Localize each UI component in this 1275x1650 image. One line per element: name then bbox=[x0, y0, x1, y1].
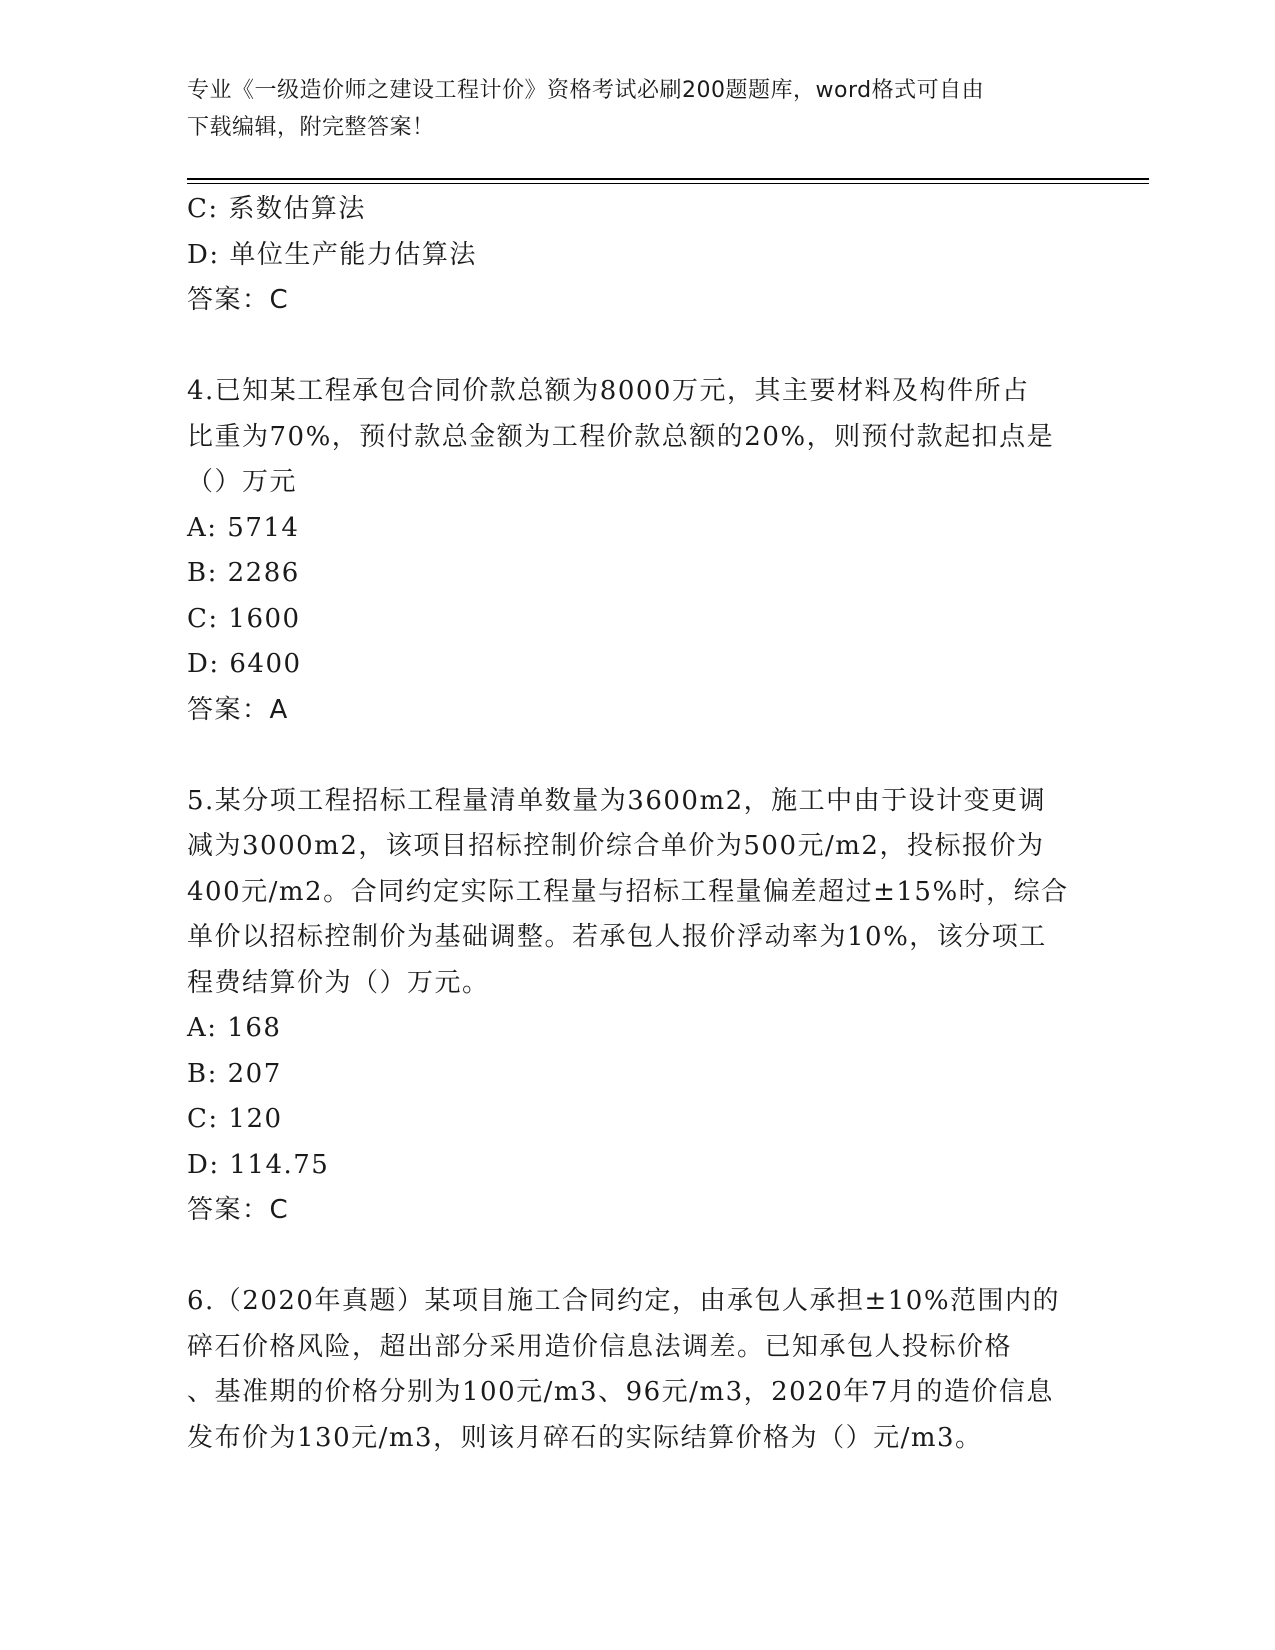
q6-stem-line: 、基准期的价格分别为100元/m3、96元/m3，2020年7月的造价信息 bbox=[187, 1377, 1054, 1407]
q5-stem-line: 程费结算价为（）万元。 bbox=[187, 967, 490, 998]
q6-stem-line: 6.（2020年真题）某项目施工合同约定，由承包人承担±10%范围内的 bbox=[187, 1286, 1061, 1316]
q4-stem-line: 4.已知某工程承包合同价款总额为8000万元，其主要材料及构件所占 bbox=[187, 376, 1030, 406]
question-6 bbox=[187, 1279, 1087, 1461]
question-3 bbox=[187, 187, 1087, 324]
q4-answer: 答案：A bbox=[187, 694, 289, 725]
header-rule-thin bbox=[187, 183, 1149, 184]
q5-stem-line: 减为3000m2，该项目招标控制价综合单价为500元/m2，投标报价为 bbox=[187, 831, 1045, 861]
q4-option-b: B: 2286 bbox=[187, 558, 300, 588]
q4-option-a: A: 5714 bbox=[187, 512, 300, 543]
q5-answer: 答案：C bbox=[187, 1195, 290, 1225]
q5-option-c: C: 120 bbox=[187, 1104, 283, 1134]
q4-option-d: D: 6400 bbox=[187, 649, 302, 679]
spacer bbox=[187, 324, 1087, 370]
q6-stem-line: 发布价为130元/m3，则该月碎石的实际结算价格为（）元/m3。 bbox=[187, 1422, 983, 1453]
q3-option-c: C: 系数估算法 bbox=[187, 194, 366, 224]
spacer bbox=[187, 733, 1087, 779]
q5-option-d: D: 114.75 bbox=[187, 1149, 330, 1180]
q4-stem-line: （）万元 bbox=[187, 467, 298, 497]
document-header bbox=[187, 72, 1067, 146]
q6-stem-line: 碎石价格风险，超出部分采用造价信息法调差。已知承包人投标价格 bbox=[187, 1331, 1013, 1362]
q3-option-d: D: 单位生产能力估算法 bbox=[187, 239, 477, 270]
q5-stem-line: 400元/m2。合同约定实际工程量与招标工程量偏差超过±15%时，综合 bbox=[187, 876, 1069, 907]
question-4 bbox=[187, 369, 1087, 733]
spacer bbox=[187, 1234, 1087, 1280]
header-line-1: 专业《一级造价师之建设工程计价》资格考试必刷200题题库，word格式可自由 bbox=[187, 78, 985, 103]
q4-stem-line: 比重为70%，预付款总金额为工程价款总额的20%，则预付款起扣点是 bbox=[187, 421, 1055, 452]
q5-stem-line: 5.某分项工程招标工程量清单数量为3600m2，施工中由于设计变更调 bbox=[187, 785, 1047, 816]
q5-option-a: A: 168 bbox=[187, 1013, 282, 1043]
q4-option-c: C: 1600 bbox=[187, 603, 301, 634]
header-rule-thick bbox=[187, 178, 1149, 180]
header-line-2: 下载编辑，附完整答案！ bbox=[187, 115, 435, 140]
q3-answer: 答案：C bbox=[187, 285, 290, 315]
question-5 bbox=[187, 779, 1087, 1234]
q5-stem-line: 单价以招标控制价为基础调整。若承包人报价浮动率为10%，该分项工 bbox=[187, 922, 1047, 952]
document-body bbox=[187, 187, 1087, 1461]
q5-option-b: B: 207 bbox=[187, 1058, 282, 1089]
